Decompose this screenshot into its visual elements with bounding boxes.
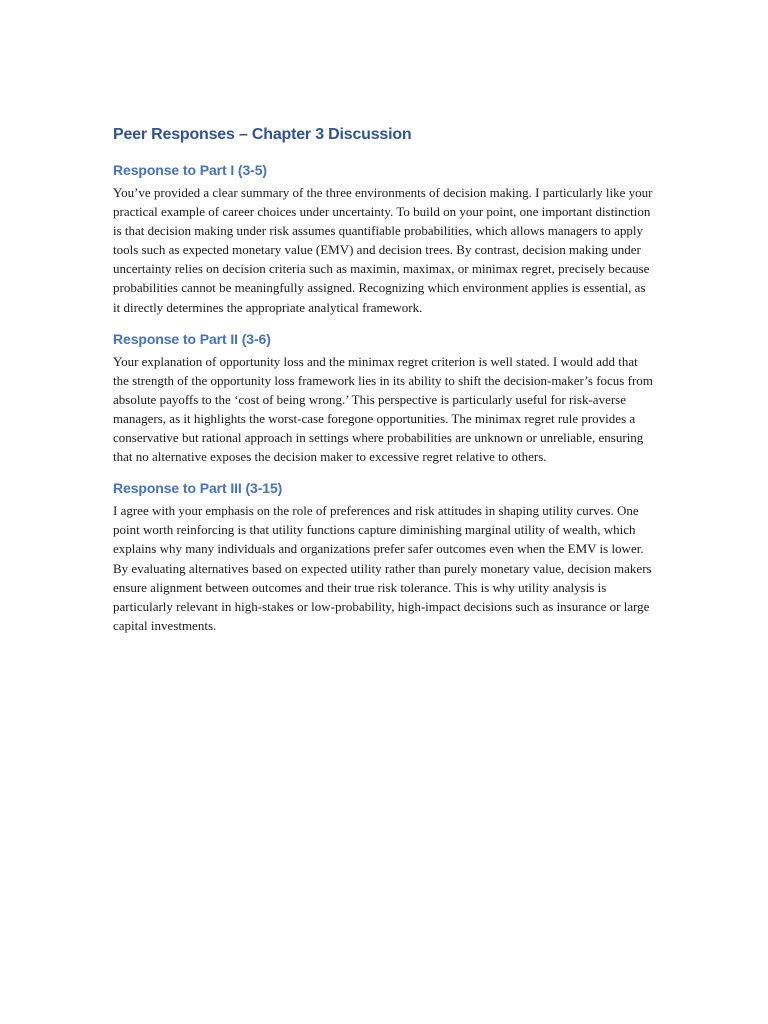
document-page <box>113 124 655 647</box>
document-title: Peer Responses – Chapter 3 Discussion <box>113 126 412 143</box>
response-part-2 <box>113 329 655 467</box>
response-part-3-heading: Response to Part III (3-15) <box>113 480 283 497</box>
response-part-2-heading: Response to Part II (3-6) <box>113 330 271 347</box>
response-part-2-body: Your explanation of opportunity loss and the minimax regret criterion is well stated. I would add that the strength of the opportunity loss framework lies in its ability to shift the decision-maker’s focus from absolute payoffs to the ‘cost of being wrong.’ This perspective is particularly useful for risk-averse managers, as it highlights the worst-case foregone opportunities. The minimax regret rule provides a conservative but rational approach in settings where probabilities are unknown or unreliable, ensuring that no alternative exposes the decision maker to excessive regret relative to others. <box>113 353 653 465</box>
response-part-1-heading: Response to Part I (3-5) <box>113 162 267 178</box>
response-part-3 <box>113 478 655 635</box>
response-part-3-body: I agree with your emphasis on the role of preferences and risk attitudes in shaping utility curves. One point worth reinforcing is that utility functions capture diminishing marginal utility of wealth, which explains why many individuals and organizations prefer safer outcomes even when the EMV is lower. By evaluating alternatives based on expected utility rather than purely monetary value, decision makers ensure alignment between outcomes and their true risk tolerance. This is why utility analysis is particularly relevant in high-stakes or low-probability, high-impact decisions such as insurance or large capital investments. <box>113 503 652 633</box>
response-part-1-body: You’ve provided a clear summary of the three environments of decision making. I particularly like your practical example of career choices under uncertainty. To build on your point, one important distinction is that decision making under risk assumes quantifiable probabilities, which allows managers to apply tools such as expected monetary value (EMV) and decision trees. By contrast, decision making under uncertainty relies on decision criteria such as maximin, maximax, or minimax regret, precisely because probabilities cannot be meaningfully assigned. Recognizing which environment applies is essential, as it directly determines the appropriate analytical framework. <box>113 185 653 315</box>
response-part-1 <box>113 160 655 317</box>
